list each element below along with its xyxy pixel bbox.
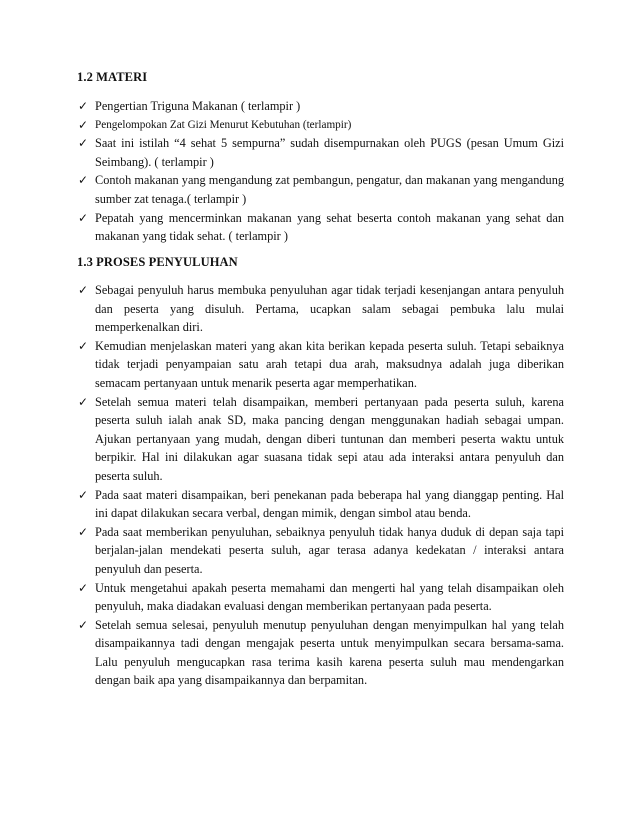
list-item xyxy=(0,134,638,171)
checkmark-icon: ✓ xyxy=(78,617,89,632)
checkmark-icon: ✓ xyxy=(78,524,89,539)
proses-list xyxy=(0,281,638,690)
list-item xyxy=(0,579,638,616)
checkmark-icon: ✓ xyxy=(78,580,89,595)
list-item-text: Pada saat memberikan penyuluhan, sebaiknya penyuluh tidak hanya duduk di depan saja tapi berjalan-jalan mendekati peserta suluh, agar terasa adanya kedekatan / interaksi antara penyuluh dan peserta. xyxy=(95,524,564,576)
list-item-text: Pada saat materi disampaikan, beri penekanan pada beberapa hal yang dianggap penting. Hal ini dapat dilakukan secara verbal, dengan mimik, dengan simbol atau benda. xyxy=(95,487,564,521)
list-item xyxy=(0,97,638,116)
list-item-text: Setelah semua selesai, penyuluh menutup penyuluhan dengan menyimpulkan hal yang telah disampaikannya tadi dengan mengajak peserta untuk menyimpulkan secara bersama-sama. Lalu penyuluh mengucapkan rasa terima kasih karena peserta suluh mau mendengarkan dengan baik apa yang disampaikannya dan berpamitan. xyxy=(95,617,564,688)
list-item xyxy=(0,523,638,579)
list-item xyxy=(0,486,638,523)
list-item-text: Contoh makanan yang mengandung zat pembangun, pengatur, dan makanan yang mengandung sumber zat tenaga.( terlampir ) xyxy=(95,173,564,206)
checkmark-icon: ✓ xyxy=(78,210,89,225)
list-item xyxy=(0,337,638,393)
list-item-text: Pengelompokan Zat Gizi Menurut Kebutuhan (terlampir) xyxy=(95,118,352,131)
checkmark-icon: ✓ xyxy=(78,99,89,113)
list-item-text: Kemudian menjelaskan materi yang akan kita berikan kepada peserta suluh. Tetapi sebaiknya tidak terjadi penyampaian satu arah tetapi dua arah, maksudnya adalah juga diberikan semacam pertanyaan untuk menarik peserta agar memperhatikan. xyxy=(95,338,564,390)
checkmark-icon: ✓ xyxy=(78,136,89,151)
checkmark-icon: ✓ xyxy=(78,173,89,188)
section-heading-materi: 1.2 MATERI xyxy=(77,70,148,84)
list-item xyxy=(0,116,638,135)
materi-list xyxy=(0,97,638,246)
list-item xyxy=(0,616,638,690)
checkmark-icon: ✓ xyxy=(78,394,89,409)
checkmark-icon: ✓ xyxy=(78,338,89,353)
list-item xyxy=(0,393,638,486)
checkmark-icon: ✓ xyxy=(78,283,89,297)
list-item xyxy=(0,209,638,246)
list-item-text: Setelah semua materi telah disampaikan, memberi pertanyaan pada peserta suluh, karena peserta suluh ialah anak SD, maka pancing dengan menggunakan hadiah sebagai umpan. Ajukan pertanyaan yang mudah, dengan diberi tuntunan dan memberi peserta waktu untuk berpikir. Hal ini dilakukan agar suasana tidak sepi atau ada interaksi antara penyuluh dan peserta suluh. xyxy=(95,394,564,483)
checkmark-icon: ✓ xyxy=(78,487,89,502)
list-item xyxy=(0,171,638,208)
list-item-text: Saat ini istilah “4 sehat 5 sempurna” sudah disempurnakan oleh PUGS (pesan Umum Gizi Seimbang). ( terlampir ) xyxy=(95,136,564,169)
list-item-text: Pengertian Triguna Makanan ( terlampir ) xyxy=(95,99,301,113)
list-item-text: Untuk mengetahui apakah peserta memahami dan mengerti hal yang telah disampaikan oleh penyuluh, maka diadakan evaluasi dengan memberikan pertanyaan pada peserta. xyxy=(95,580,564,614)
checkmark-icon: ✓ xyxy=(78,117,89,132)
list-item xyxy=(0,281,638,337)
list-item-text: Pepatah yang mencerminkan makanan yang sehat beserta contoh makanan yang sehat dan makanan yang tidak sehat. ( terlampir ) xyxy=(95,210,564,244)
list-item-text: Sebagai penyuluh harus membuka penyuluhan agar tidak terjadi kesenjangan antara penyuluh dan peserta yang disuluh. Pertama, ucapkan salam sebagai pembuka lalu mulai memperkenalkan diri. xyxy=(95,283,564,335)
section-heading-proses-penyuluhan: 1.3 PROSES PENYULUHAN xyxy=(77,255,238,269)
